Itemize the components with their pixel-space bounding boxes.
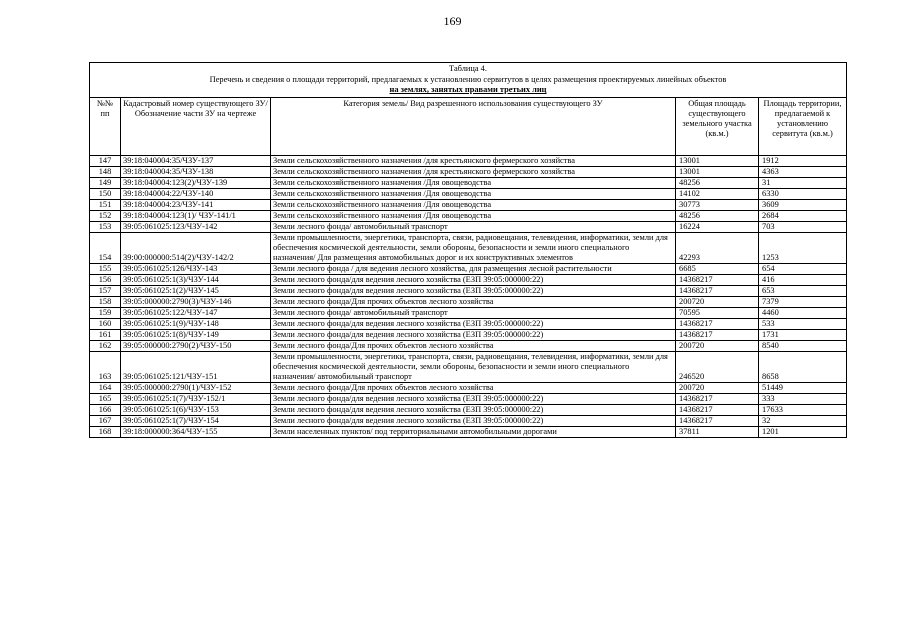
row-area: 200720 — [676, 340, 759, 351]
table-row — [90, 232, 847, 263]
row-servitude: 31 — [759, 177, 847, 188]
row-num: 156 — [90, 274, 121, 285]
row-servitude: 1253 — [759, 232, 847, 263]
table-caption-row — [90, 63, 847, 98]
servitude-table — [89, 62, 847, 438]
row-num: 147 — [90, 155, 121, 166]
table-row — [90, 285, 847, 296]
header-cadastral: Кадастровый номер существующего ЗУ/ Обозначение части ЗУ на чертеже — [121, 97, 271, 155]
table-row — [90, 155, 847, 166]
row-cadastral: 39:05:061025:122/ЧЗУ-147 — [121, 307, 271, 318]
table-caption — [90, 63, 847, 98]
row-area: 16224 — [676, 221, 759, 232]
table-title: Перечень и сведения о площади территорий, предлагаемых к установлению сервитутов в целях размещения проектируемых линейных объектов — [209, 74, 727, 84]
row-num: 154 — [90, 232, 121, 263]
row-servitude: 1731 — [759, 329, 847, 340]
row-area: 14368217 — [676, 393, 759, 404]
table-number: Таблица 4. — [449, 64, 487, 73]
row-servitude: 4363 — [759, 166, 847, 177]
row-category: Земли лесного фонда/Для прочих объектов лесного хозяйства — [271, 382, 676, 393]
row-cadastral: 39:05:061025:121/ЧЗУ-151 — [121, 351, 271, 382]
row-cadastral: 39:00:000000:514(2)/ЧЗУ-142/2 — [121, 232, 271, 263]
row-cadastral: 39:05:061025:1(8)/ЧЗУ-149 — [121, 329, 271, 340]
row-servitude: 17633 — [759, 404, 847, 415]
header-num: №№ пп — [90, 97, 121, 155]
row-category: Земли сельскохозяйственного назначения /Для овощеводства — [271, 177, 676, 188]
row-servitude: 8540 — [759, 340, 847, 351]
row-num: 163 — [90, 351, 121, 382]
row-category: Земли лесного фонда/для ведения лесного хозяйства (ЕЗП 39:05:000000:22) — [271, 329, 676, 340]
row-servitude: 8658 — [759, 351, 847, 382]
row-num: 168 — [90, 426, 121, 437]
row-cadastral: 39:05:000000:2790(3)/ЧЗУ-146 — [121, 296, 271, 307]
table-row — [90, 382, 847, 393]
row-cadastral: 39:05:061025:1(7)/ЧЗУ-152/1 — [121, 393, 271, 404]
row-num: 153 — [90, 221, 121, 232]
row-cadastral: 39:05:061025:1(6)/ЧЗУ-153 — [121, 404, 271, 415]
page-number: 169 — [443, 14, 462, 28]
row-cadastral: 39:18:040004:123(1)/ ЧЗУ-141/1 — [121, 210, 271, 221]
row-category: Земли населенных пунктов/ под территориальными автомобильными дорогами — [271, 426, 676, 437]
row-area: 13001 — [676, 155, 759, 166]
row-servitude: 3609 — [759, 199, 847, 210]
row-servitude: 533 — [759, 318, 847, 329]
row-area: 70595 — [676, 307, 759, 318]
row-cadastral: 39:05:061025:1(2)/ЧЗУ-145 — [121, 285, 271, 296]
row-cadastral: 39:05:061025:1(3)/ЧЗУ-144 — [121, 274, 271, 285]
row-category: Земли сельскохозяйственного назначения /Для овощеводства — [271, 199, 676, 210]
row-category: Земли лесного фонда/для ведения лесного хозяйства (ЕЗП 39:05:000000:22) — [271, 274, 676, 285]
row-servitude: 653 — [759, 285, 847, 296]
row-category: Земли лесного фонда/для ведения лесного хозяйства (ЕЗП 39:05:000000:22) — [271, 415, 676, 426]
row-area: 14102 — [676, 188, 759, 199]
row-servitude: 654 — [759, 263, 847, 274]
row-area: 14368217 — [676, 415, 759, 426]
row-num: 165 — [90, 393, 121, 404]
row-num: 167 — [90, 415, 121, 426]
row-servitude: 6330 — [759, 188, 847, 199]
row-num: 151 — [90, 199, 121, 210]
row-cadastral: 39:05:061025:1(9)/ЧЗУ-148 — [121, 318, 271, 329]
row-area: 37811 — [676, 426, 759, 437]
header-area: Общая площадь существующего земельного участка (кв.м.) — [676, 97, 759, 155]
table-row — [90, 188, 847, 199]
row-servitude: 7379 — [759, 296, 847, 307]
row-area: 42293 — [676, 232, 759, 263]
row-category: Земли промышленности, энергетики, транспорта, связи, радиовещания, телевидения, информатики, земли для обеспечения космической деятельности, земли обороны, безопасности и земли иного специального назначения/ Для размещения автомобильных дорог и их конструктивных элементов — [271, 232, 676, 263]
row-category: Земли лесного фонда/для ведения лесного хозяйства (ЕЗП 39:05:000000:22) — [271, 393, 676, 404]
table-row — [90, 318, 847, 329]
table-row — [90, 426, 847, 437]
row-num: 164 — [90, 382, 121, 393]
table-row — [90, 393, 847, 404]
row-area: 200720 — [676, 382, 759, 393]
row-category: Земли промышленности, энергетики, транспорта, связи, радиовещания, телевидения, информатики, земли для обеспечения космической деятельности, земли обороны, безопасности и земли иного специального назначения/ автомобильный транспорт — [271, 351, 676, 382]
row-cadastral: 39:18:040004:123(2)/ЧЗУ-139 — [121, 177, 271, 188]
row-area: 48256 — [676, 177, 759, 188]
row-servitude: 1912 — [759, 155, 847, 166]
row-num: 161 — [90, 329, 121, 340]
table-row — [90, 415, 847, 426]
row-servitude: 333 — [759, 393, 847, 404]
row-area: 14368217 — [676, 285, 759, 296]
row-servitude: 51449 — [759, 382, 847, 393]
row-servitude: 416 — [759, 274, 847, 285]
table-row — [90, 177, 847, 188]
row-servitude: 703 — [759, 221, 847, 232]
row-servitude: 32 — [759, 415, 847, 426]
row-num: 158 — [90, 296, 121, 307]
row-category: Земли лесного фонда/для ведения лесного хозяйства (ЕЗП 39:05:000000:22) — [271, 285, 676, 296]
table-row — [90, 263, 847, 274]
row-num: 160 — [90, 318, 121, 329]
row-cadastral: 39:05:061025:126/ЧЗУ-143 — [121, 263, 271, 274]
row-num: 157 — [90, 285, 121, 296]
row-area: 14368217 — [676, 329, 759, 340]
row-category: Земли лесного фонда / для ведения лесного хозяйства, для размещения лесной растительности — [271, 263, 676, 274]
table-row — [90, 274, 847, 285]
table-row — [90, 221, 847, 232]
table-row — [90, 404, 847, 415]
row-cadastral: 39:05:061025:123/ЧЗУ-142 — [121, 221, 271, 232]
row-area: 14368217 — [676, 404, 759, 415]
row-area: 200720 — [676, 296, 759, 307]
table-row — [90, 329, 847, 340]
row-cadastral: 39:05:061025:1(7)/ЧЗУ-154 — [121, 415, 271, 426]
row-num: 149 — [90, 177, 121, 188]
row-num: 162 — [90, 340, 121, 351]
row-area: 14368217 — [676, 274, 759, 285]
row-num: 148 — [90, 166, 121, 177]
row-cadastral: 39:05:000000:2790(2)/ЧЗУ-150 — [121, 340, 271, 351]
row-cadastral: 39:18:040004:35/ЧЗУ-138 — [121, 166, 271, 177]
table-subtitle: на землях, занятых правами третьих лиц — [389, 85, 547, 94]
row-servitude: 1201 — [759, 426, 847, 437]
row-cadastral: 39:05:000000:2790(1)/ЧЗУ-152 — [121, 382, 271, 393]
table-header-row — [90, 97, 847, 155]
row-category: Земли сельскохозяйственного назначения /Для овощеводства — [271, 188, 676, 199]
table-row — [90, 340, 847, 351]
row-num: 159 — [90, 307, 121, 318]
table-row — [90, 307, 847, 318]
row-area: 246520 — [676, 351, 759, 382]
row-area: 13001 — [676, 166, 759, 177]
row-area: 14368217 — [676, 318, 759, 329]
header-category: Категория земель/ Вид разрешенного использования существующего ЗУ — [271, 97, 676, 155]
row-num: 166 — [90, 404, 121, 415]
row-category: Земли лесного фонда/Для прочих объектов лесного хозяйства — [271, 340, 676, 351]
table-row — [90, 210, 847, 221]
row-category: Земли сельскохозяйственного назначения /Для овощеводства — [271, 210, 676, 221]
row-servitude: 2684 — [759, 210, 847, 221]
row-cadastral: 39:18:040004:35/ЧЗУ-137 — [121, 155, 271, 166]
row-category: Земли лесного фонда/ автомобильный транспорт — [271, 221, 676, 232]
row-category: Земли лесного фонда/ автомобильный транспорт — [271, 307, 676, 318]
table-row — [90, 351, 847, 382]
row-category: Земли лесного фонда/для ведения лесного хозяйства (ЕЗП 39:05:000000:22) — [271, 404, 676, 415]
row-category: Земли сельскохозяйственного назначения /для крестьянского фермерского хозяйства — [271, 166, 676, 177]
row-cadastral: 39:18:040004:22/ЧЗУ-140 — [121, 188, 271, 199]
row-num: 150 — [90, 188, 121, 199]
row-num: 155 — [90, 263, 121, 274]
row-area: 48256 — [676, 210, 759, 221]
table-row — [90, 296, 847, 307]
row-num: 152 — [90, 210, 121, 221]
row-category: Земли лесного фонда/для ведения лесного хозяйства (ЕЗП 39:05:000000:22) — [271, 318, 676, 329]
row-cadastral: 39:18:000000:364/ЧЗУ-155 — [121, 426, 271, 437]
row-category: Земли лесного фонда/Для прочих объектов лесного хозяйства — [271, 296, 676, 307]
row-area: 6685 — [676, 263, 759, 274]
row-cadastral: 39:18:040004:23/ЧЗУ-141 — [121, 199, 271, 210]
header-servitude: Площадь территории, предлагаемой к установлению сервитута (кв.м.) — [759, 97, 847, 155]
row-servitude: 4460 — [759, 307, 847, 318]
table-row — [90, 166, 847, 177]
row-area: 30773 — [676, 199, 759, 210]
row-category: Земли сельскохозяйственного назначения /для крестьянского фермерского хозяйства — [271, 155, 676, 166]
table-row — [90, 199, 847, 210]
